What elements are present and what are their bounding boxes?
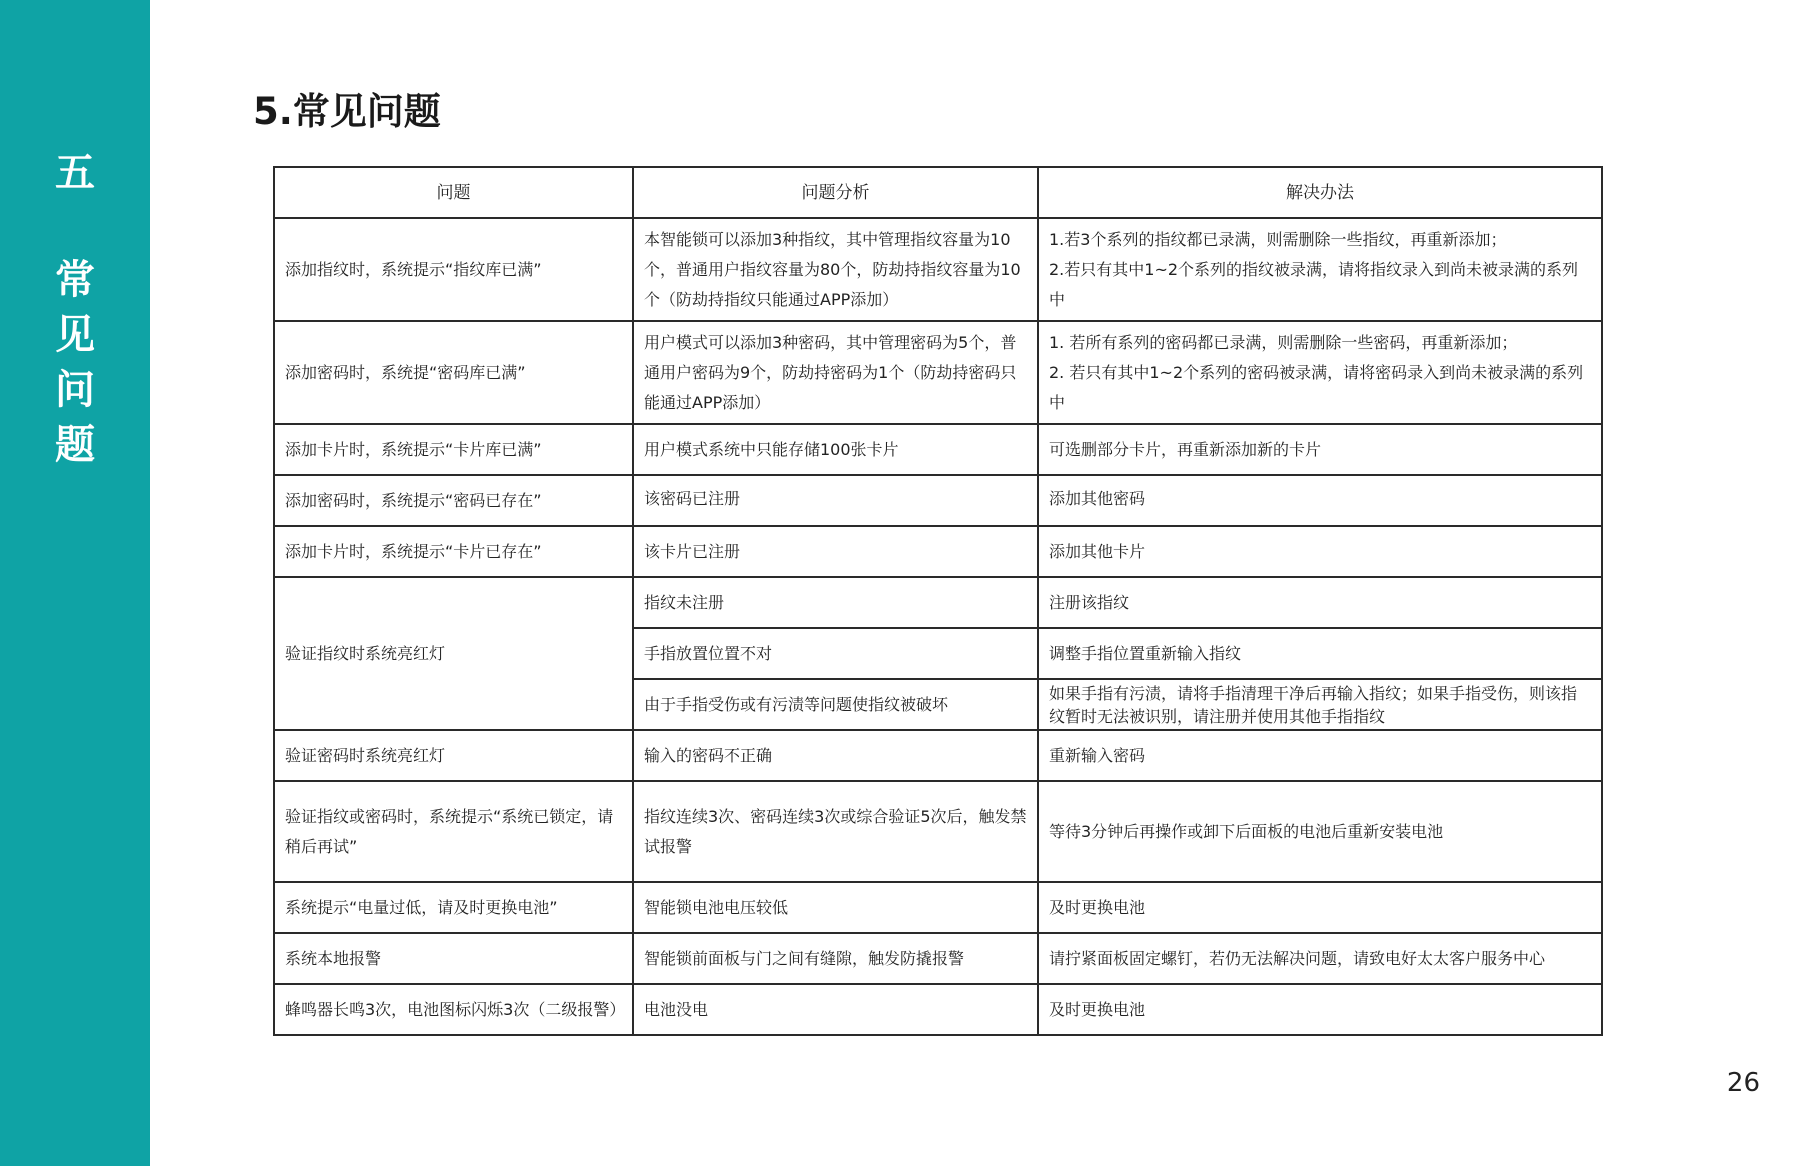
problem-cell: 添加卡片时，系统提示“卡片已存在” bbox=[274, 526, 633, 577]
chapter-title-char: 常 bbox=[55, 257, 95, 303]
solution-cell bbox=[1038, 218, 1602, 321]
chapter-title bbox=[0, 253, 150, 473]
solution-line: 1.若3个系列的指纹都已录满，则需删除一些指纹，再重新添加； bbox=[1049, 229, 1507, 249]
table-row bbox=[274, 424, 1602, 475]
solution-cell: 及时更换电池 bbox=[1038, 984, 1602, 1035]
solution-line: 2.若只有其中1~2个系列的指纹被录满，请将指纹录入到尚未被录满的系列中 bbox=[1049, 259, 1579, 309]
problem-cell: 添加卡片时，系统提示“卡片库已满” bbox=[274, 424, 633, 475]
analysis-cell: 本智能锁可以添加3种指纹，其中管理指纹容量为10个，普通用户指纹容量为80个，防劫持指纹容量为10个（防劫持指纹只能通过APP添加） bbox=[633, 218, 1038, 321]
table-row bbox=[274, 730, 1602, 781]
problem-cell: 系统提示“电量过低，请及时更换电池” bbox=[274, 882, 633, 933]
chapter-title-char: 问 bbox=[55, 367, 95, 413]
solution-line: 2. 若只有其中1~2个系列的密码被录满，请将密码录入到尚未被录满的系列中 bbox=[1049, 362, 1584, 412]
analysis-cell: 智能锁电池电压较低 bbox=[633, 882, 1038, 933]
analysis-cell: 电池没电 bbox=[633, 984, 1038, 1035]
table-row bbox=[274, 781, 1602, 882]
solution-cell: 添加其他密码 bbox=[1038, 475, 1602, 526]
table-header-row bbox=[274, 167, 1602, 218]
chapter-title-char: 见 bbox=[55, 312, 95, 358]
analysis-cell: 用户模式系统中只能存储100张卡片 bbox=[633, 424, 1038, 475]
solution-cell: 请拧紧面板固定螺钉，若仍无法解决问题，请致电好太太客户服务中心 bbox=[1038, 933, 1602, 984]
analysis-cell: 指纹连续3次、密码连续3次或综合验证5次后，触发禁试报警 bbox=[633, 781, 1038, 882]
table-row bbox=[274, 882, 1602, 933]
solution-cell: 注册该指纹 bbox=[1038, 577, 1602, 628]
solution-cell: 等待3分钟后再操作或卸下后面板的电池后重新安装电池 bbox=[1038, 781, 1602, 882]
table-row bbox=[274, 475, 1602, 526]
solution-cell: 可选删部分卡片，再重新添加新的卡片 bbox=[1038, 424, 1602, 475]
faq-table bbox=[273, 166, 1603, 1036]
problem-cell: 验证指纹或密码时，系统提示“系统已锁定，请稍后再试” bbox=[274, 781, 633, 882]
table-row bbox=[274, 933, 1602, 984]
solution-cell: 重新输入密码 bbox=[1038, 730, 1602, 781]
chapter-number: 五 bbox=[55, 150, 95, 196]
problem-cell: 添加密码时，系统提示“密码已存在” bbox=[274, 475, 633, 526]
analysis-cell: 智能锁前面板与门之间有缝隙，触发防撬报警 bbox=[633, 933, 1038, 984]
analysis-cell: 指纹未注册 bbox=[633, 577, 1038, 628]
analysis-cell: 该密码已注册 bbox=[633, 475, 1038, 526]
analysis-cell: 手指放置位置不对 bbox=[633, 628, 1038, 679]
solution-cell: 调整手指位置重新输入指纹 bbox=[1038, 628, 1602, 679]
solution-line: 1. 若所有系列的密码都已录满，则需删除一些密码，再重新添加； bbox=[1049, 332, 1518, 352]
analysis-cell: 输入的密码不正确 bbox=[633, 730, 1038, 781]
page-title: 5.常见问题 bbox=[253, 90, 441, 133]
problem-cell: 添加密码时，系统提“密码库已满” bbox=[274, 321, 633, 424]
table-row bbox=[274, 218, 1602, 321]
solution-cell: 及时更换电池 bbox=[1038, 882, 1602, 933]
problem-cell: 添加指纹时，系统提示“指纹库已满” bbox=[274, 218, 633, 321]
page-number: 26 bbox=[1726, 1068, 1760, 1098]
analysis-cell: 由于手指受伤或有污渍等问题使指纹被破坏 bbox=[633, 679, 1038, 730]
header-analysis: 问题分析 bbox=[633, 167, 1038, 218]
table-row bbox=[274, 526, 1602, 577]
solution-cell: 添加其他卡片 bbox=[1038, 526, 1602, 577]
analysis-cell: 该卡片已注册 bbox=[633, 526, 1038, 577]
analysis-cell: 用户模式可以添加3种密码，其中管理密码为5个，普通用户密码为9个，防劫持密码为1个（防劫持密码只能通过APP添加） bbox=[633, 321, 1038, 424]
problem-cell: 验证密码时系统亮红灯 bbox=[274, 730, 633, 781]
chapter-title-char: 题 bbox=[55, 422, 95, 468]
header-problem: 问题 bbox=[274, 167, 633, 218]
chapter-sidebar bbox=[0, 0, 150, 1166]
problem-cell: 蜂鸣器长鸣3次，电池图标闪烁3次（二级报警） bbox=[274, 984, 633, 1035]
table-row bbox=[274, 984, 1602, 1035]
table-row bbox=[274, 321, 1602, 424]
solution-cell bbox=[1038, 321, 1602, 424]
problem-cell: 系统本地报警 bbox=[274, 933, 633, 984]
problem-cell: 验证指纹时系统亮红灯 bbox=[274, 577, 633, 730]
solution-cell: 如果手指有污渍，请将手指清理干净后再输入指纹；如果手指受伤，则该指纹暂时无法被识别，请注册并使用其他手指指纹 bbox=[1038, 679, 1602, 730]
table-row bbox=[274, 577, 1602, 628]
header-solution: 解决办法 bbox=[1038, 167, 1602, 218]
